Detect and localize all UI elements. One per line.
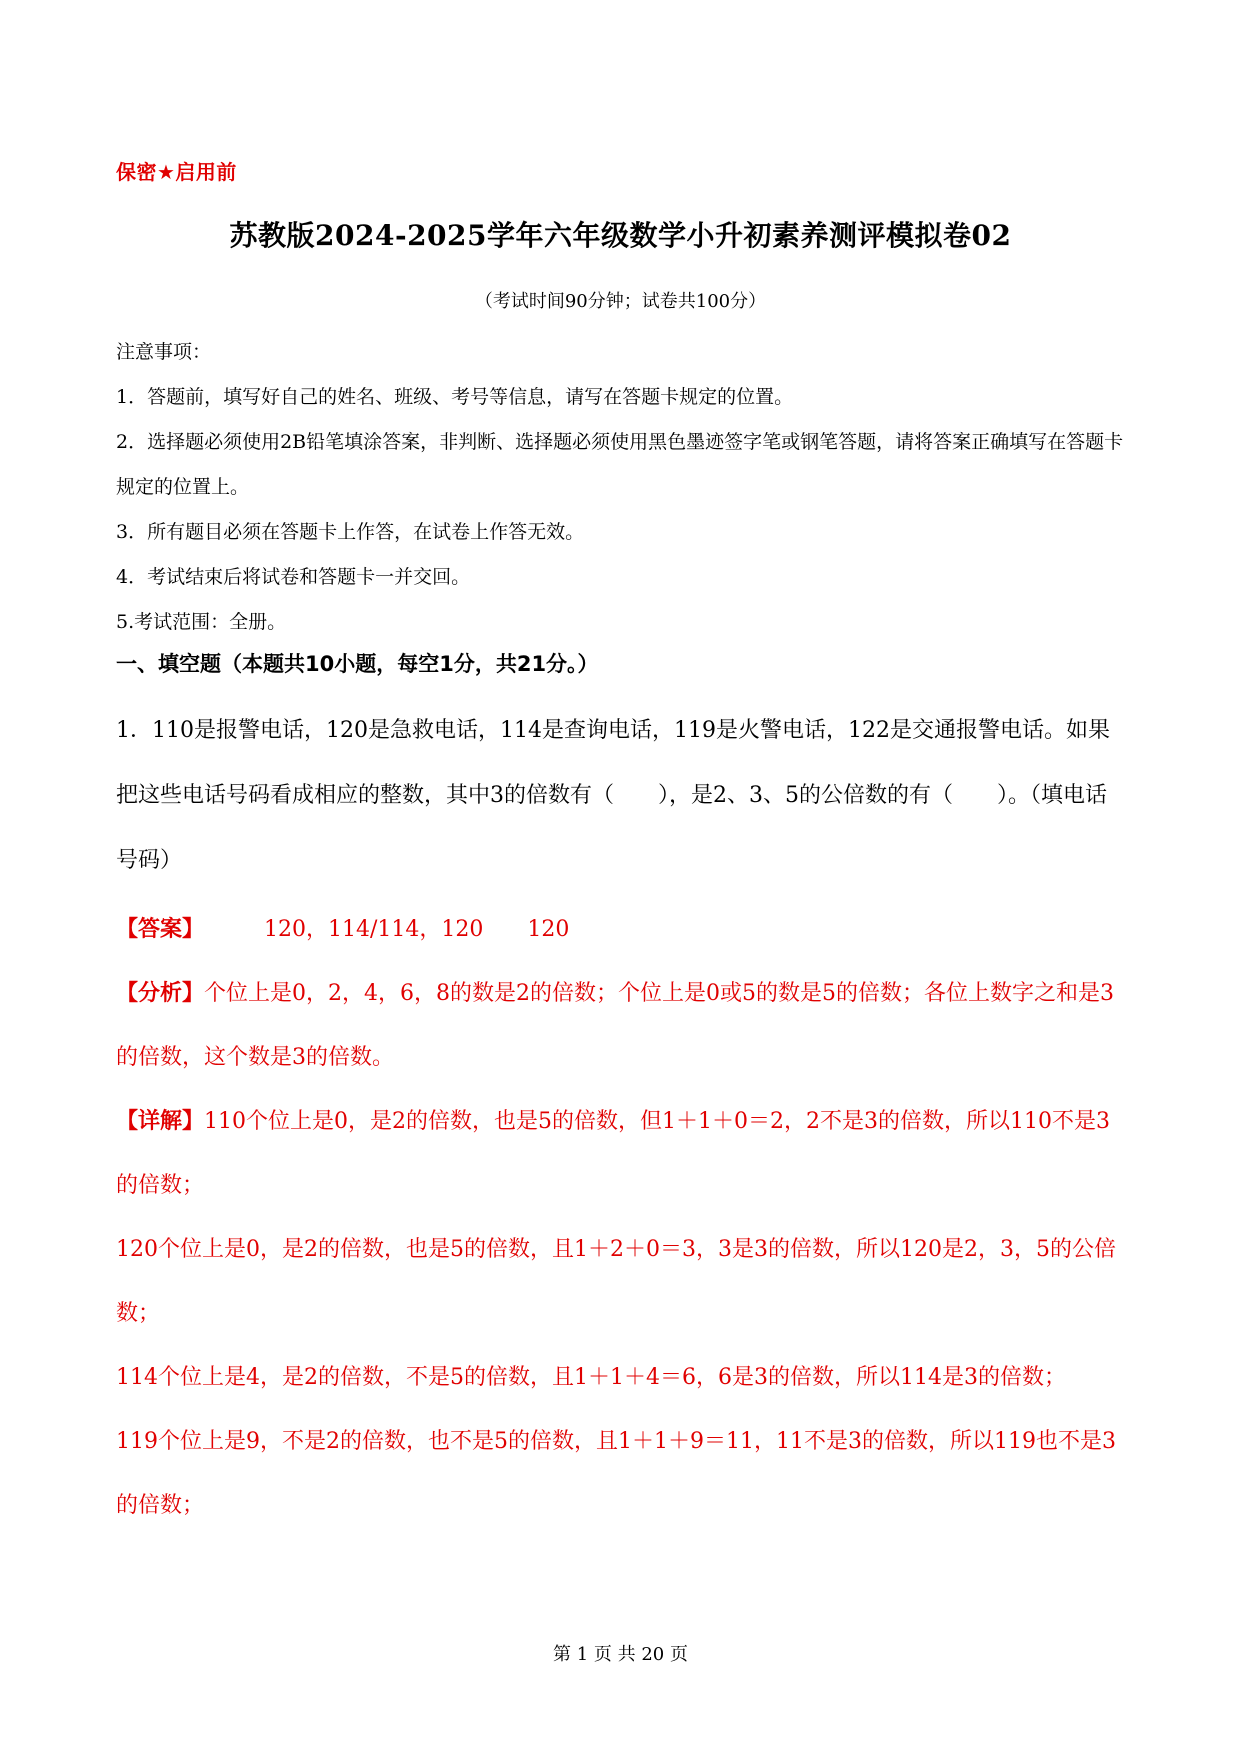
notes-heading: 注意事项： bbox=[116, 341, 212, 363]
analysis-line bbox=[116, 962, 1126, 1090]
answer-line bbox=[116, 898, 1126, 962]
answer-values: 120，114/114，120 120 bbox=[264, 917, 570, 942]
detail-label: 【详解】 bbox=[116, 1109, 205, 1134]
page-footer: 第 1 页 共 20 页 bbox=[553, 1644, 688, 1665]
confidential-label: 保密★启用前 bbox=[116, 160, 237, 184]
detail-line: 114个位上是4，是2的倍数，不是5的倍数，且1＋1＋4＝6，6是3的倍数，所以114是3的倍数； bbox=[116, 1365, 1066, 1390]
detail-line bbox=[116, 1090, 1126, 1218]
analysis-label: 【分析】 bbox=[116, 981, 205, 1006]
answer-label: 【答案】 bbox=[116, 917, 205, 942]
analysis-text: 个位上是0，2，4，6，8的数是2的倍数；个位上是0或5的数是5的倍数；各位上数字之和是3的倍数，这个数是3的倍数。 bbox=[116, 981, 1114, 1070]
notes-item: 1．答题前，填写好自己的姓名、班级、考号等信息，请写在答题卡规定的位置。 bbox=[116, 386, 794, 408]
notes-item: 2．选择题必须使用2B铅笔填涂答案，非判断、选择题必须使用黑色墨迹签字笔或钢笔答题，请将答案正确填写在答题卡规定的位置上。 bbox=[116, 431, 1124, 498]
detail-line: 120个位上是0，是2的倍数，也是5的倍数，且1＋2＋0＝3，3是3的倍数，所以120是2，3，5的公倍数； bbox=[116, 1237, 1116, 1326]
notes-block bbox=[116, 330, 1126, 645]
detail-text: 110个位上是0，是2的倍数，也是5的倍数，但1＋1＋0＝2，2不是3的倍数，所以110不是3的倍数； bbox=[116, 1109, 1110, 1198]
solution-block bbox=[116, 898, 1126, 1538]
question-text: 1．110是报警电话，120是急救电话，114是查询电话，119是火警电话，122是交通报警电话。如果把这些电话号码看成相应的整数，其中3的倍数有（ ），是2、3、5的公倍数的有（ ）。（填电话号码） bbox=[116, 718, 1110, 873]
section-title: 一、填空题（本题共10小题，每空1分，共21分。） bbox=[116, 652, 599, 676]
question-1 bbox=[116, 698, 1126, 893]
notes-item: 5.考试范围：全册。 bbox=[116, 611, 287, 633]
exam-subtitle: （考试时间90分钟；试卷共100分） bbox=[474, 291, 767, 312]
exam-title: 苏教版2024-2025学年六年级数学小升初素养测评模拟卷02 bbox=[229, 219, 1012, 252]
detail-line: 119个位上是9，不是2的倍数，也不是5的倍数，且1＋1＋9＝11，11不是3的倍数，所以119也不是3的倍数； bbox=[116, 1429, 1116, 1518]
notes-item: 3．所有题目必须在答题卡上作答，在试卷上作答无效。 bbox=[116, 521, 585, 543]
notes-item: 4．考试结束后将试卷和答题卡一并交回。 bbox=[116, 566, 471, 588]
